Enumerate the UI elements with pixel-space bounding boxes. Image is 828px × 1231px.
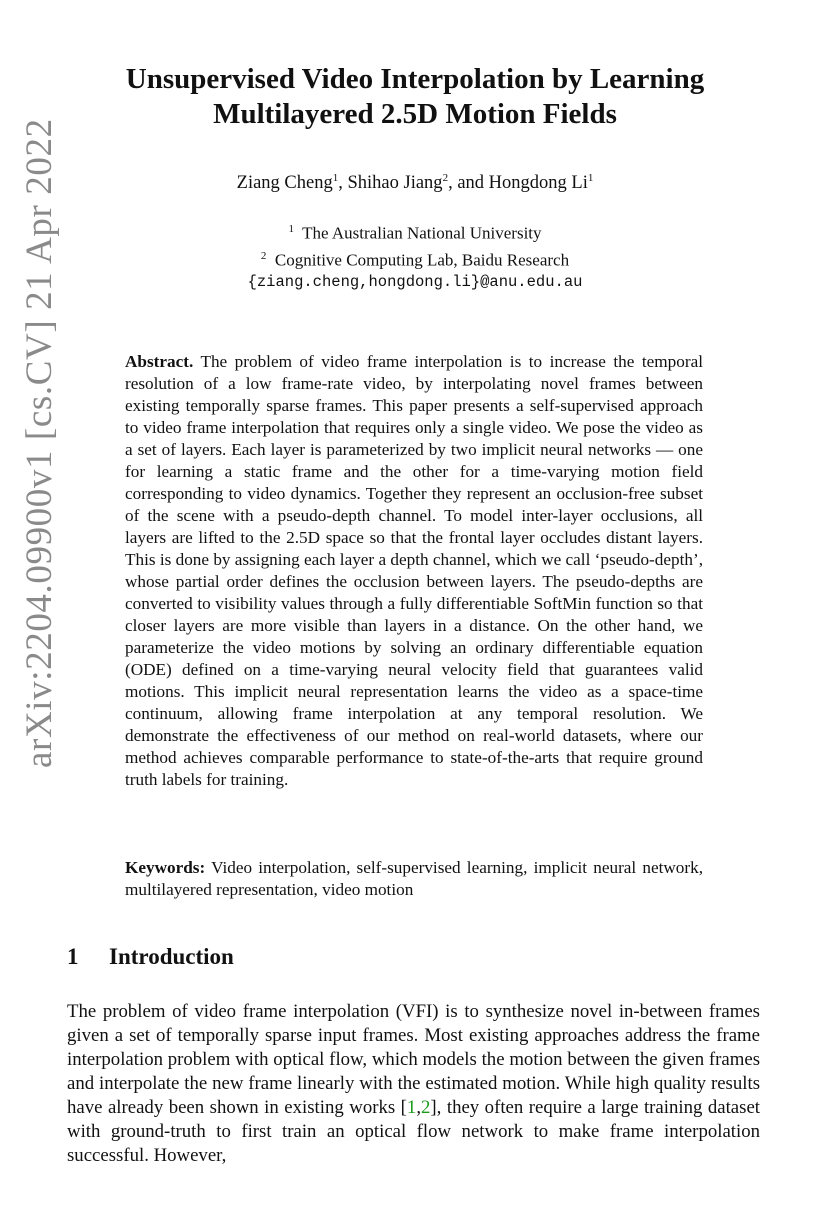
affiliation-2 — [70, 245, 760, 272]
author-email: {ziang.cheng,hongdong.li}@anu.edu.au — [247, 273, 583, 292]
keywords-text: Video interpolation, self-supervised learning, implicit neural network, multilayered representation, video motion — [125, 858, 703, 899]
affiliation-name: The Australian National University — [302, 223, 542, 243]
author-affil-mark: 1 — [332, 172, 339, 184]
abstract-label: Abstract. — [125, 352, 194, 371]
abstract-text: The problem of video frame interpolation is to increase the temporal resolution of a low frame-rate video, by interpolating novel frames between existing temporally sparse frames. This paper presents a self-supervised approach to video frame interpolation that requires only a single video. We pose the video as a set of layers. Each layer is parameterized by two implicit neural networks — one for learning a static frame and the other for a time-varying motion field corresponding to video dynamics. Together they represent an occlusion-free subset of the scene with a pseudo-depth channel. To model inter-layer occlusions, all layers are lifted to the 2.5D space so that the frontal layer occludes distant layers. This is done by assigning each layer a depth channel, which we call ‘pseudo-depth’, whose partial order defines the occlusion between layers. The pseudo-depths are converted to visibility values through a fully differentiable SoftMin function so that closer layers are more visible than layers in a distance. On the other hand, we parameterize the video motions by solving an ordinary differentiable equation (ODE) defined on a time-varying neural velocity field that guarantees valid motions. This implicit neural representation learns the video as a space-time continuum, allowing frame interpolation at any temporal resolution. We demonstrate the effectiveness of our method on real-world datasets, where our method achieves comparable performance to state-of-the-arts that require ground truth labels for training. — [125, 352, 703, 789]
citation-link[interactable]: 2 — [421, 1097, 431, 1118]
section-heading — [67, 944, 234, 970]
author-name: Ziang Cheng — [236, 173, 333, 194]
intro-text: ], they often require a large training dataset with ground-truth to first train an optical flow network to make frame interpolation successful. However, — [67, 1097, 761, 1166]
arxiv-identifier-text: arXiv:2204.09900v1 [cs.CV] 21 Apr 2022 — [19, 118, 60, 768]
title-line-1: Unsupervised Video Interpolation by Learning — [125, 63, 705, 95]
affiliation-mark: 1 — [288, 223, 294, 235]
intro-text: The problem of video frame interpolation (VFI) is to synthesize novel in-between frames given a set of temporally sparse input frames. Most existing approaches address the frame interpolation problem with optical flow, which models the motion between the given frames and interpolate the new frame linearly with the estimated motion. While high quality results have already been shown in existing works [ — [67, 1001, 760, 1118]
author-separator: , and — [448, 173, 489, 194]
affiliation-1 — [70, 218, 760, 245]
author-separator: , — [338, 173, 348, 194]
author-name: Hongdong Li — [488, 173, 588, 194]
keywords — [125, 857, 703, 901]
author-affil-mark: 1 — [587, 172, 594, 184]
author-list — [70, 172, 760, 194]
abstract — [125, 351, 703, 791]
author-affil-mark: 2 — [442, 172, 449, 184]
intro-paragraph — [67, 1000, 760, 1168]
paper-title — [70, 62, 760, 132]
citation-link[interactable]: 1 — [406, 1097, 417, 1118]
section-title: Introduction — [109, 944, 234, 969]
affiliation-name: Cognitive Computing Lab, Baidu Research — [274, 250, 570, 270]
arxiv-identifier-stamp — [18, 28, 70, 768]
keywords-label: Keywords: — [125, 858, 206, 877]
affiliation-mark: 2 — [260, 249, 267, 262]
section-number: 1 — [67, 944, 79, 969]
affiliations — [70, 218, 760, 294]
author-name: Shihao Jiang — [347, 173, 443, 194]
title-line-2: Multilayered 2.5D Motion Fields — [213, 98, 617, 130]
citation-separator: , — [416, 1097, 422, 1118]
